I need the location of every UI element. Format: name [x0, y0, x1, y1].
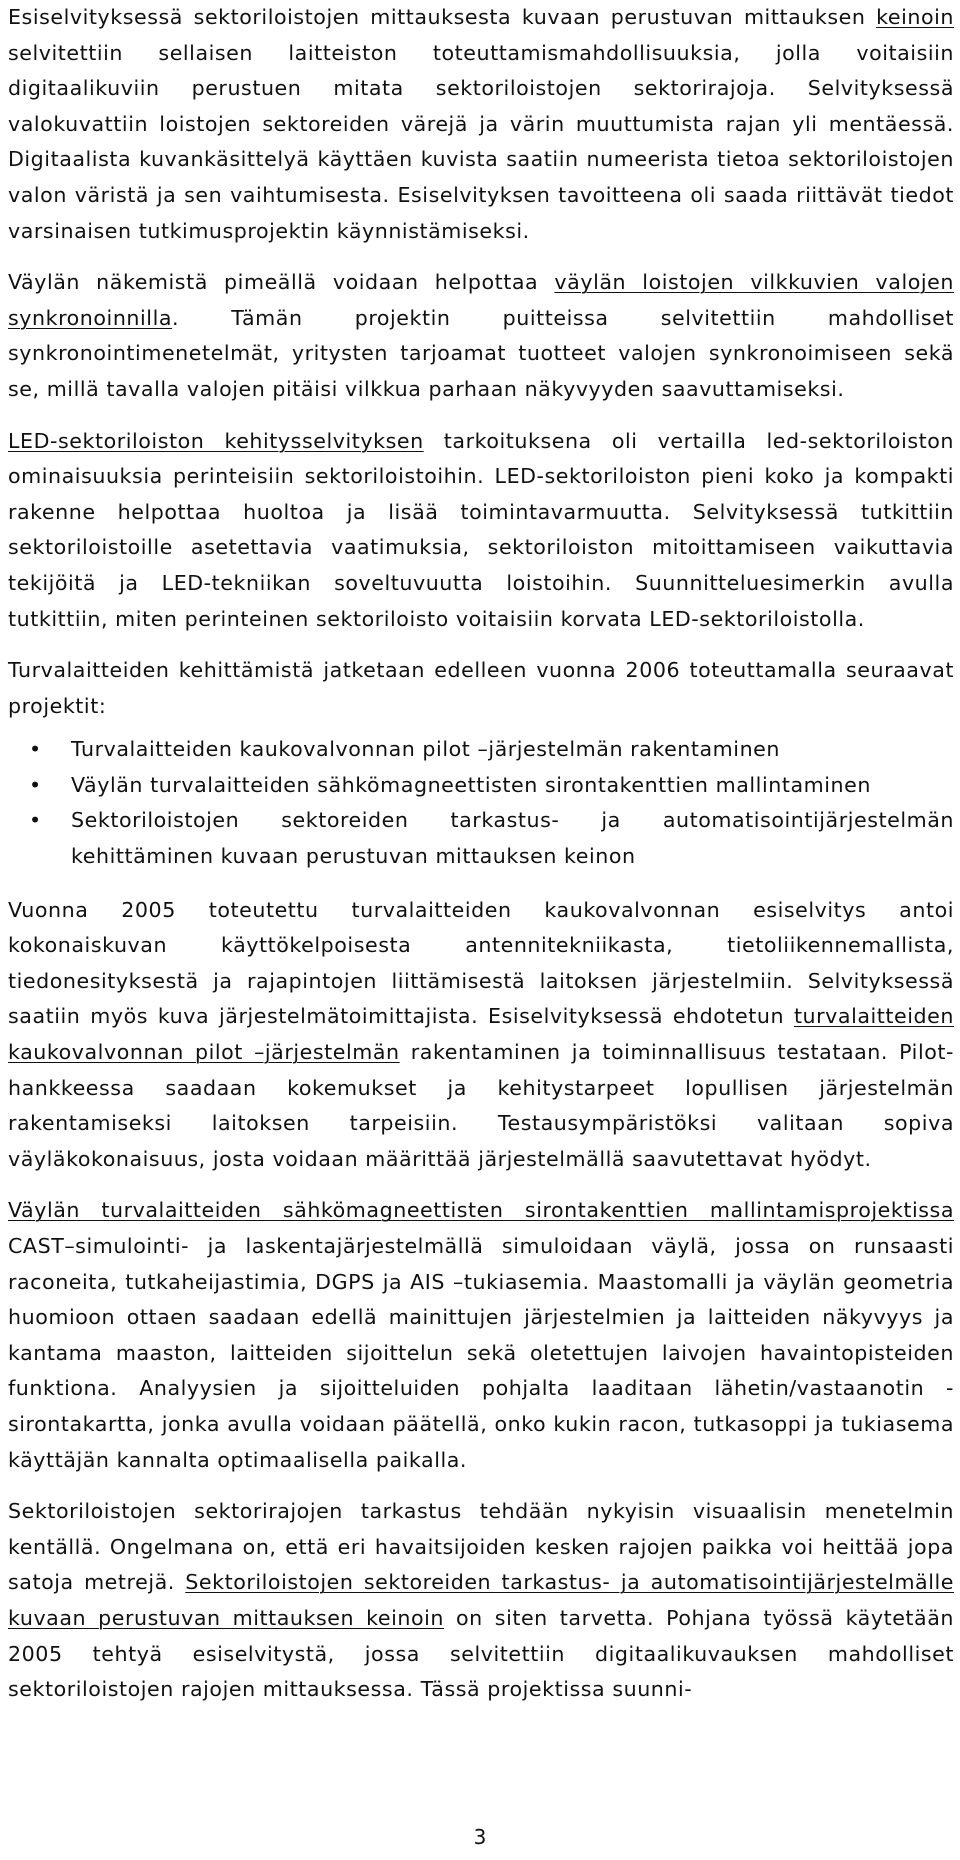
underlined-phrase: keinoin	[876, 5, 954, 29]
paragraph-text: Turvalaitteiden kehittämistä jatketaan edelleen vuonna 2006 toteuttamalla seuraavat projektit:	[8, 658, 954, 718]
paragraph-text: tarkoituksena oli vertailla led-sektoriloiston ominaisuuksia perinteisiin sektoriloistoihin. LED-sektoriloiston pieni koko ja kompakti rakenne helpottaa huoltoa ja lisää toimintavarmuutta. Selvityksessä tutkittiin sektoriloistoille asetettavia vaatimuksia, sektoriloiston mitoittamiseen vaikuttavia tekijöitä ja LED-tekniikan soveltuvuutta loistoihin. Suunnitteluesimerkin avulla tutkittiin, miten perinteinen sektoriloisto voitaisiin korvata LED-sektoriloistolla.	[8, 428, 954, 631]
paragraph-text: on siten tarvetta. Pohjana työssä käytetään 2005 tehtyä esiselvitystä, jossa selvitettiin digitaalikuvauksen mahdolliset sektoriloistojen rajojen mittauksessa. Tässä projektissa suunni-	[8, 1605, 955, 1702]
paragraph-text: . Tämän projektin puitteissa selvitettiin mahdolliset synkronointimenetelmät, yritysten tarjoamat tuotteet valojen synkronoimiseen sekä se, millä tavalla valojen pitäisi vilkkua parhaan näkyvyyden saavuttamiseksi.	[8, 305, 954, 401]
list-item-text: Väylän turvalaitteiden sähkömagneettisten sirontakenttien mallintaminen	[71, 772, 871, 797]
paragraph-sector-light-measurement	[8, 0, 954, 249]
paragraph-text: Sektoriloistojen sektorirajojen tarkastus tehdään nykyisin visuaalisin menetelmin kentällä. Ongelmana on, että eri havaitsijoiden kesken rajojen paikka voi heittää jopa satoja metrejä.	[8, 1499, 954, 1595]
paragraph-text: Esiselvityksessä sektoriloistojen mittauksesta kuvaan perustuvan mittauksen	[8, 5, 877, 29]
paragraph-projects-intro	[8, 653, 954, 724]
underlined-phrase: väylän loistojen vilkkuvien valojen synkronoinnilla	[8, 270, 954, 330]
paragraph-text: Vuonna 2005 toteutettu turvalaitteiden kaukovalvonnan esiselvitys antoi kokonaiskuvan käyttökelpoisesta antennitekniikasta, tietoliikennemallista, tiedonesityksestä ja rajapintojen liittämisestä laitoksen järjestelmiin. Selvityksessä saatiin myös kuva järjestelmätoimittajista. Esiselvityksessä ehdotetun	[8, 897, 954, 1029]
underlined-phrase: turvalaitteiden kaukovalvonnan pilot –järjestelmän	[8, 1004, 954, 1065]
paragraph-led-sector-light	[8, 424, 954, 638]
underlined-phrase: Sektoriloistojen sektoreiden tarkastus- ja automatisointijärjestelmälle kuvaan perustuvan mittauksen keinoin	[8, 1570, 954, 1630]
underlined-phrase: Väylän turvalaitteiden sähkömagneettisten sirontakenttien mallintamisprojektissa	[8, 1198, 954, 1223]
list-item	[8, 768, 954, 804]
bullet-icon: •	[29, 772, 42, 797]
paragraph-remote-monitoring	[8, 893, 954, 1178]
paragraph-sector-boundary-inspection	[8, 1494, 954, 1708]
document-page	[8, 0, 954, 1724]
page-number: 3	[473, 1825, 487, 1849]
bullet-icon: •	[29, 808, 42, 833]
list-item-text: Sektoriloistojen sektoreiden tarkastus- ja automatisointijärjestelmän kehittäminen kuvaan perustuvan mittauksen keinon	[71, 808, 954, 869]
paragraph-text: Väylän näkemistä pimeällä voidaan helpottaa	[8, 270, 555, 295]
paragraph-text: CAST–simulointi- ja laskentajärjestelmällä simuloidaan väylä, jossa on runsaasti raconeita, tutkaheijastimia, DGPS ja AIS –tukiasemia. Maastomalli ja väylän geometria huomioon ottaen saadaan edellä mainittujen järjestelmien ja laitteiden näkyvyys ja kantama maaston, laitteiden sijoittelun sekä oletettujen laivojen havaintopisteiden funktiona. Analyysien ja sijoitteluiden pohjalta laaditaan lähetin/vastaanotin -sirontakartta, jonka avulla voidaan päätellä, onko kukin racon, tutkasoppi ja tukiasema käyttäjän kannalta optimaalisella paikalla.	[8, 1234, 954, 1472]
bullet-icon: •	[29, 737, 42, 762]
paragraph-text: rakentaminen ja toiminnallisuus testataan. Pilot-hankkeessa saadaan kokemukset ja kehitystarpeet lopullisen järjestelmän rakentamiseksi laitoksen tarpeisiin. Testausympäristöksi valitaan sopiva väyläkokonaisuus, josta voidaan määrittää järjestelmällä saavutettavat hyödyt.	[8, 1040, 954, 1171]
paragraph-scattering-fields	[8, 1193, 954, 1478]
paragraph-light-synchronization	[8, 265, 954, 407]
underlined-phrase: LED-sektoriloiston kehitysselvityksen	[8, 428, 424, 453]
list-item	[8, 803, 954, 874]
list-item	[8, 732, 954, 768]
list-item-text: Turvalaitteiden kaukovalvonnan pilot –järjestelmän rakentaminen	[71, 737, 780, 762]
project-list	[8, 732, 954, 874]
paragraph-text: selvitettiin sellaisen laitteiston toteuttamismahdollisuuksia, jolla voitaisiin digitaalikuviin perustuen mitata sektoriloistojen sektorirajoja. Selvityksessä valokuvattiin loistojen sektoreiden värejä ja värin muuttumista rajan yli mentäessä. Digitaalista kuvankäsittelyä käyttäen kuvista saatiin numeerista tietoa sektoriloistojen valon väristä ja sen vaihtumisesta. Esiselvityksen tavoitteena oli saada riittävät tiedot varsinaisen tutkimusprojektin käynnistämiseksi.	[8, 40, 954, 243]
